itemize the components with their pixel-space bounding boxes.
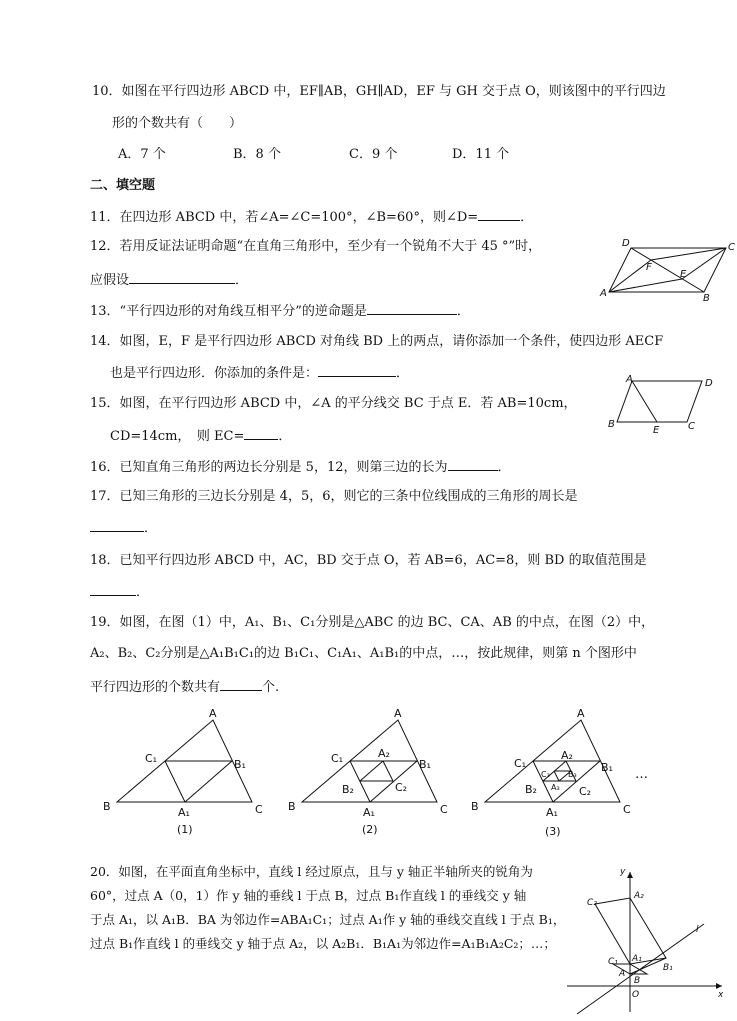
- label-o: O: [632, 990, 640, 1000]
- f3-ellipsis: …: [635, 767, 648, 782]
- q19-end: 个.: [262, 680, 280, 695]
- f1-label-b: B: [103, 800, 111, 813]
- q16-end: ．: [497, 460, 511, 475]
- label-b: B: [608, 419, 615, 430]
- f2-label-b: B: [288, 800, 296, 813]
- y-axis-arrow: [627, 872, 633, 878]
- f1-label-b1: B₁: [234, 758, 246, 771]
- label-e: E: [680, 269, 687, 280]
- q11-end: ．: [520, 210, 534, 225]
- f3-label-a3: A₃: [551, 783, 560, 792]
- q10-options: [118, 146, 509, 164]
- f1-label-a1: A₁: [178, 806, 190, 819]
- segment-ae: [609, 279, 682, 292]
- bisector-ae: [632, 381, 657, 422]
- q15-end: ．: [278, 429, 292, 444]
- q16-blank: [448, 457, 498, 471]
- q16-text: 16．已知直角三角形的两边长分别是 5，12，则第三边的长为: [90, 460, 448, 475]
- label-d: D: [705, 378, 713, 389]
- label-b: B: [634, 976, 641, 986]
- label-e: E: [653, 425, 660, 435]
- label-x: x: [718, 990, 724, 1000]
- label-c2: C₂: [587, 898, 597, 908]
- f2-label-c2: C₂: [395, 781, 408, 794]
- q10-option-b: B．8 个: [233, 147, 281, 162]
- figure-midpoint-triangles: [95, 705, 675, 845]
- f2-label-a: A: [394, 707, 402, 720]
- f2-label-c: C: [440, 803, 448, 816]
- q15-line2: [110, 426, 291, 446]
- diagonal-bd: [631, 248, 704, 292]
- q12-line1: 12．若用反证法证明命题“在直角三角形中，至少有一个锐角不大于 45 °”时，: [90, 239, 542, 254]
- q10-option-c: C．9 个: [349, 147, 398, 162]
- label-c: C: [688, 421, 695, 432]
- label-a: A: [626, 374, 633, 385]
- triangle-figure-2: [302, 720, 437, 802]
- f2-label-b1: B₁: [419, 758, 431, 771]
- label-b: B: [703, 293, 710, 304]
- q20-line2: 60°，过点 A（0，1）作 y 轴的垂线 l 于点 B，过点 B₁作直线 l 的垂线交 y 轴: [90, 888, 527, 903]
- q16: [90, 457, 511, 477]
- q19-line1: 19．如图，在图（1）中，A₁、B₁、C₁分别是△ABC 的边 BC、CA、AB 的中点，在图（2）中，: [90, 615, 655, 630]
- label-a: A: [600, 288, 607, 299]
- q10-line2: 形的个数共有（ ）: [112, 116, 243, 131]
- f3-label-b: B: [471, 800, 479, 813]
- f1-caption: (1): [177, 823, 193, 836]
- f3-label-c2: C₂: [579, 785, 592, 798]
- q13-end: ．: [456, 304, 470, 319]
- q11: [90, 207, 533, 227]
- f2-label-c1: C₁: [331, 752, 344, 765]
- q20-line3: 于点 A₁，以 A₁B．BA 为邻边作=ABA₁C₁；过点 A₁作 y 轴的垂线交直线 l 于点 B₁，: [90, 912, 566, 927]
- q18-line2: [90, 582, 149, 602]
- q10-option-a: A．7 个: [118, 147, 166, 162]
- q14-line1: 14．如图，E，F 是平行四边形 ABCD 对角线 BD 上的两点，请你添加一个条件，使四边形 AECF: [90, 334, 664, 349]
- label-l: l: [696, 925, 699, 935]
- q19-blank: [220, 677, 262, 691]
- x-axis-arrow: [716, 983, 722, 989]
- f1-label-c: C: [255, 803, 263, 816]
- q18-line1: 18．已知平行四边形 ABCD 中，AC，BD 交于点 O，若 AB=6，AC=8，则 BD 的取值范围是: [90, 553, 647, 568]
- f3-label-b1: B₁: [601, 761, 613, 774]
- f2-label-a2: A₂: [378, 747, 390, 760]
- label-f: F: [646, 262, 652, 273]
- f2-label-a1: A₁: [363, 806, 375, 819]
- label-y: y: [620, 867, 626, 877]
- q14-line2: [110, 363, 409, 383]
- q11-text: 11．在四边形 ABCD 中，若∠A=∠C=100°，∠B=60°，则∠D=: [90, 210, 479, 225]
- label-c: C: [728, 242, 735, 253]
- q15-text: CD=14cm， 则 EC=: [110, 429, 245, 444]
- q17-blank: [90, 518, 144, 532]
- q13-blank: [367, 301, 457, 315]
- section-title: 二、填空题: [90, 178, 156, 193]
- f3-label-c: C: [623, 803, 631, 816]
- label-a2: A₂: [634, 891, 644, 901]
- q20-line1: 20．如图，在平面直角坐标中，直线 l 经过原点，且与 y 轴正半轴所夹的锐角为: [90, 864, 533, 879]
- q14-text: 也是平行四边形．你添加的条件是：: [110, 366, 319, 381]
- figure-coordinate-parallelograms: [562, 862, 737, 1021]
- q11-blank: [478, 207, 520, 221]
- figure-parallelogram-bisector: [602, 371, 722, 435]
- q18-blank: [90, 582, 136, 596]
- segment-af: [609, 260, 651, 292]
- q19-text: 平行四边形的个数共有: [90, 680, 221, 695]
- q15-line1: 15．如图，在平行四边形 ABCD 中，∠A 的平分线交 BC 于点 E．若 AB=10cm，: [90, 396, 577, 411]
- figure-parallelogram-diagonal: [594, 235, 737, 307]
- f2-caption: (2): [362, 823, 378, 836]
- q12-line2: [90, 270, 248, 290]
- f3-label-b2: B₂: [525, 783, 537, 796]
- label-a1: A₁: [632, 954, 642, 964]
- q12-blank: [129, 270, 235, 284]
- q13-text: 13．“平行四边形的对角线互相平分”的逆命题是: [90, 304, 367, 319]
- q10-option-d: D．11 个: [452, 147, 510, 162]
- label-a: A: [619, 969, 626, 979]
- f3-label-c1: C₁: [514, 757, 527, 770]
- triangle-figure-1: [117, 720, 252, 802]
- f3-label-a: A: [577, 707, 585, 720]
- parallelogram-abcd: [617, 381, 702, 422]
- label-c1: C₁: [608, 957, 618, 967]
- f3-caption: (3): [545, 825, 561, 838]
- q17-end: ．: [144, 521, 158, 536]
- label-d: D: [622, 238, 630, 249]
- q14-end: ．: [396, 366, 410, 381]
- q12-end: ．: [235, 273, 249, 288]
- f1-label-a: A: [209, 707, 217, 720]
- f3-label-c3: C₃: [541, 770, 550, 779]
- segment-ec: [682, 248, 726, 279]
- q18-end: ．: [136, 585, 150, 600]
- f3-label-b3: B₃: [568, 770, 577, 779]
- q20-line4: 过点 B₁作直线 l 的垂线交 y 轴于点 A₂，以 A₂B₁．B₁A₁为邻边作=A₁B₁A₂C₂；…；: [90, 936, 556, 951]
- q19-line2: A₂、B₂、C₂分别是△A₁B₁C₁的边 B₁C₁、C₁A₁、A₁B₁的中点，…，按此规律，则第 n 个图形中: [90, 646, 637, 661]
- label-b1: B₁: [663, 963, 673, 973]
- q17-line1: 17．已知三角形的三边长分别是 4，5，6，则它的三条中位线围成的三角形的周长是: [90, 489, 578, 504]
- q13: [90, 301, 470, 321]
- q17-line2: [90, 518, 157, 538]
- q19-line3: [90, 677, 279, 697]
- q10-line1: 10．如图在平行四边形 ABCD 中，EF∥AB，GH∥AD，EF 与 GH 交于点 O，则该图中的平行四边: [92, 84, 666, 99]
- q14-blank: [318, 363, 396, 377]
- f2-label-b2: B₂: [342, 783, 354, 796]
- segment-fc: [651, 248, 726, 260]
- f3-label-a2: A₂: [561, 749, 573, 762]
- q12-text: 应假设: [90, 273, 130, 288]
- q15-blank: [244, 426, 278, 440]
- f1-label-c1: C₁: [145, 752, 158, 765]
- f3-label-a1: A₁: [546, 806, 558, 819]
